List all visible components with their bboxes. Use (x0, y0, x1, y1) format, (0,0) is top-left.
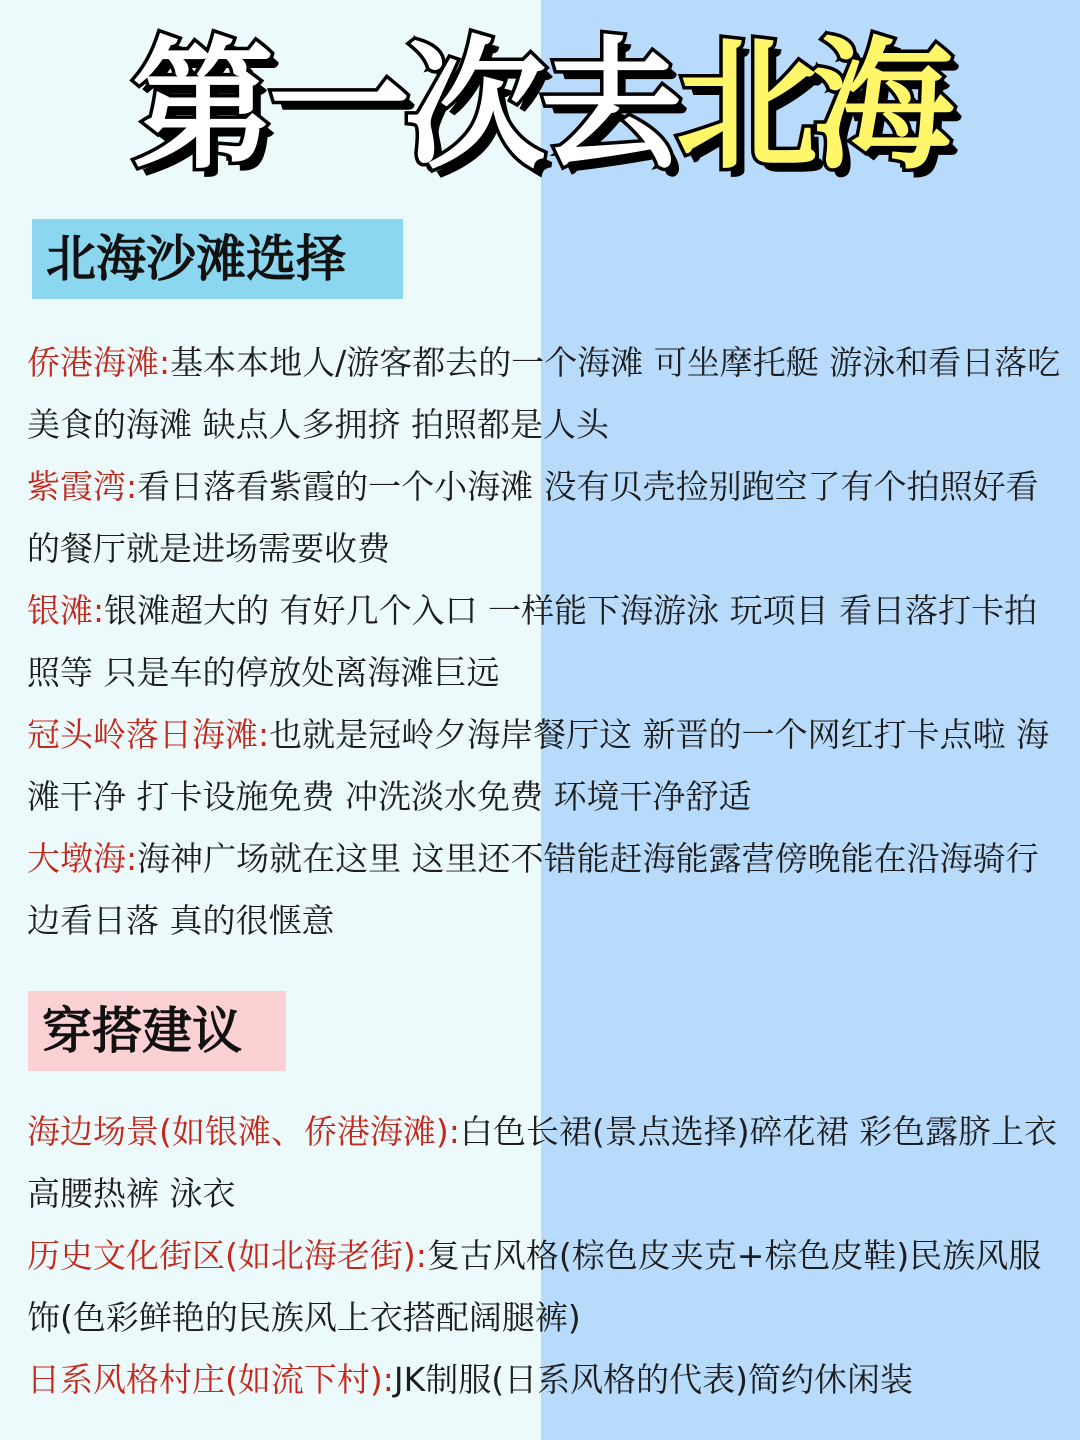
title-part-1: 第一次去 (132, 24, 676, 189)
entry-label: 大墩海: (27, 839, 138, 878)
list-item (27, 1101, 1067, 1225)
entry-label: 冠头岭落日海滩: (27, 715, 270, 754)
entry-text: 复古风格(棕色皮夹克+棕色皮鞋)民族风服饰(色彩鲜艳的民族风上衣搭配阔腿裤) (27, 1236, 1042, 1337)
entry-label: 历史文化街区(如北海老街): (27, 1236, 427, 1275)
entry-text: 也就是冠岭夕海岸餐厅这 新晋的一个网红打卡点啦 海滩干净 打卡设施免费 冲洗淡水免费 环境干净舒适 (27, 715, 1050, 816)
title-part-2-highlight: 北海 (676, 24, 948, 189)
list-item (27, 1225, 1067, 1349)
entry-text: 基本本地人/游客都去的一个海滩 可坐摩托艇 游泳和看日落吃美食的海滩 缺点人多拥挤 拍照都是人头 (27, 343, 1061, 444)
section-heading-beaches: 北海沙滩选择 (32, 219, 403, 299)
list-item (27, 704, 1067, 828)
page-title (0, 22, 1080, 192)
list-item (27, 1349, 1067, 1411)
entry-label: 紫霞湾: (27, 467, 138, 506)
entry-text: JK制服(日系风格的代表)简约休闲装 (393, 1360, 913, 1399)
entry-label: 日系风格村庄(如流下村): (27, 1360, 394, 1399)
entry-label: 银滩: (27, 591, 105, 630)
entry-text: 海神广场就在这里 这里还不错能赶海能露营傍晚能在沿海骑行边看日落 真的很惬意 (27, 839, 1039, 940)
list-item (27, 456, 1067, 580)
entry-text: 白色长裙(景点选择)碎花裙 彩色露脐上衣 高腰热裤 泳衣 (27, 1112, 1058, 1213)
entry-label: 海边场景(如银滩、侨港海滩): (27, 1112, 460, 1151)
beach-list (27, 332, 1067, 952)
list-item (27, 332, 1067, 456)
entry-text: 看日落看紫霞的一个小海滩 没有贝壳捡别跑空了有个拍照好看的餐厅就是进场需要收费 (27, 467, 1039, 568)
entry-text: 银滩超大的 有好几个入口 一样能下海游泳 玩项目 看日落打卡拍照等 只是车的停放处离海滩巨远 (27, 591, 1038, 692)
outfit-list (27, 1101, 1067, 1411)
section-heading-outfits: 穿搭建议 (28, 991, 286, 1071)
list-item (27, 828, 1067, 952)
entry-label: 侨港海滩: (27, 343, 171, 382)
list-item (27, 580, 1067, 704)
